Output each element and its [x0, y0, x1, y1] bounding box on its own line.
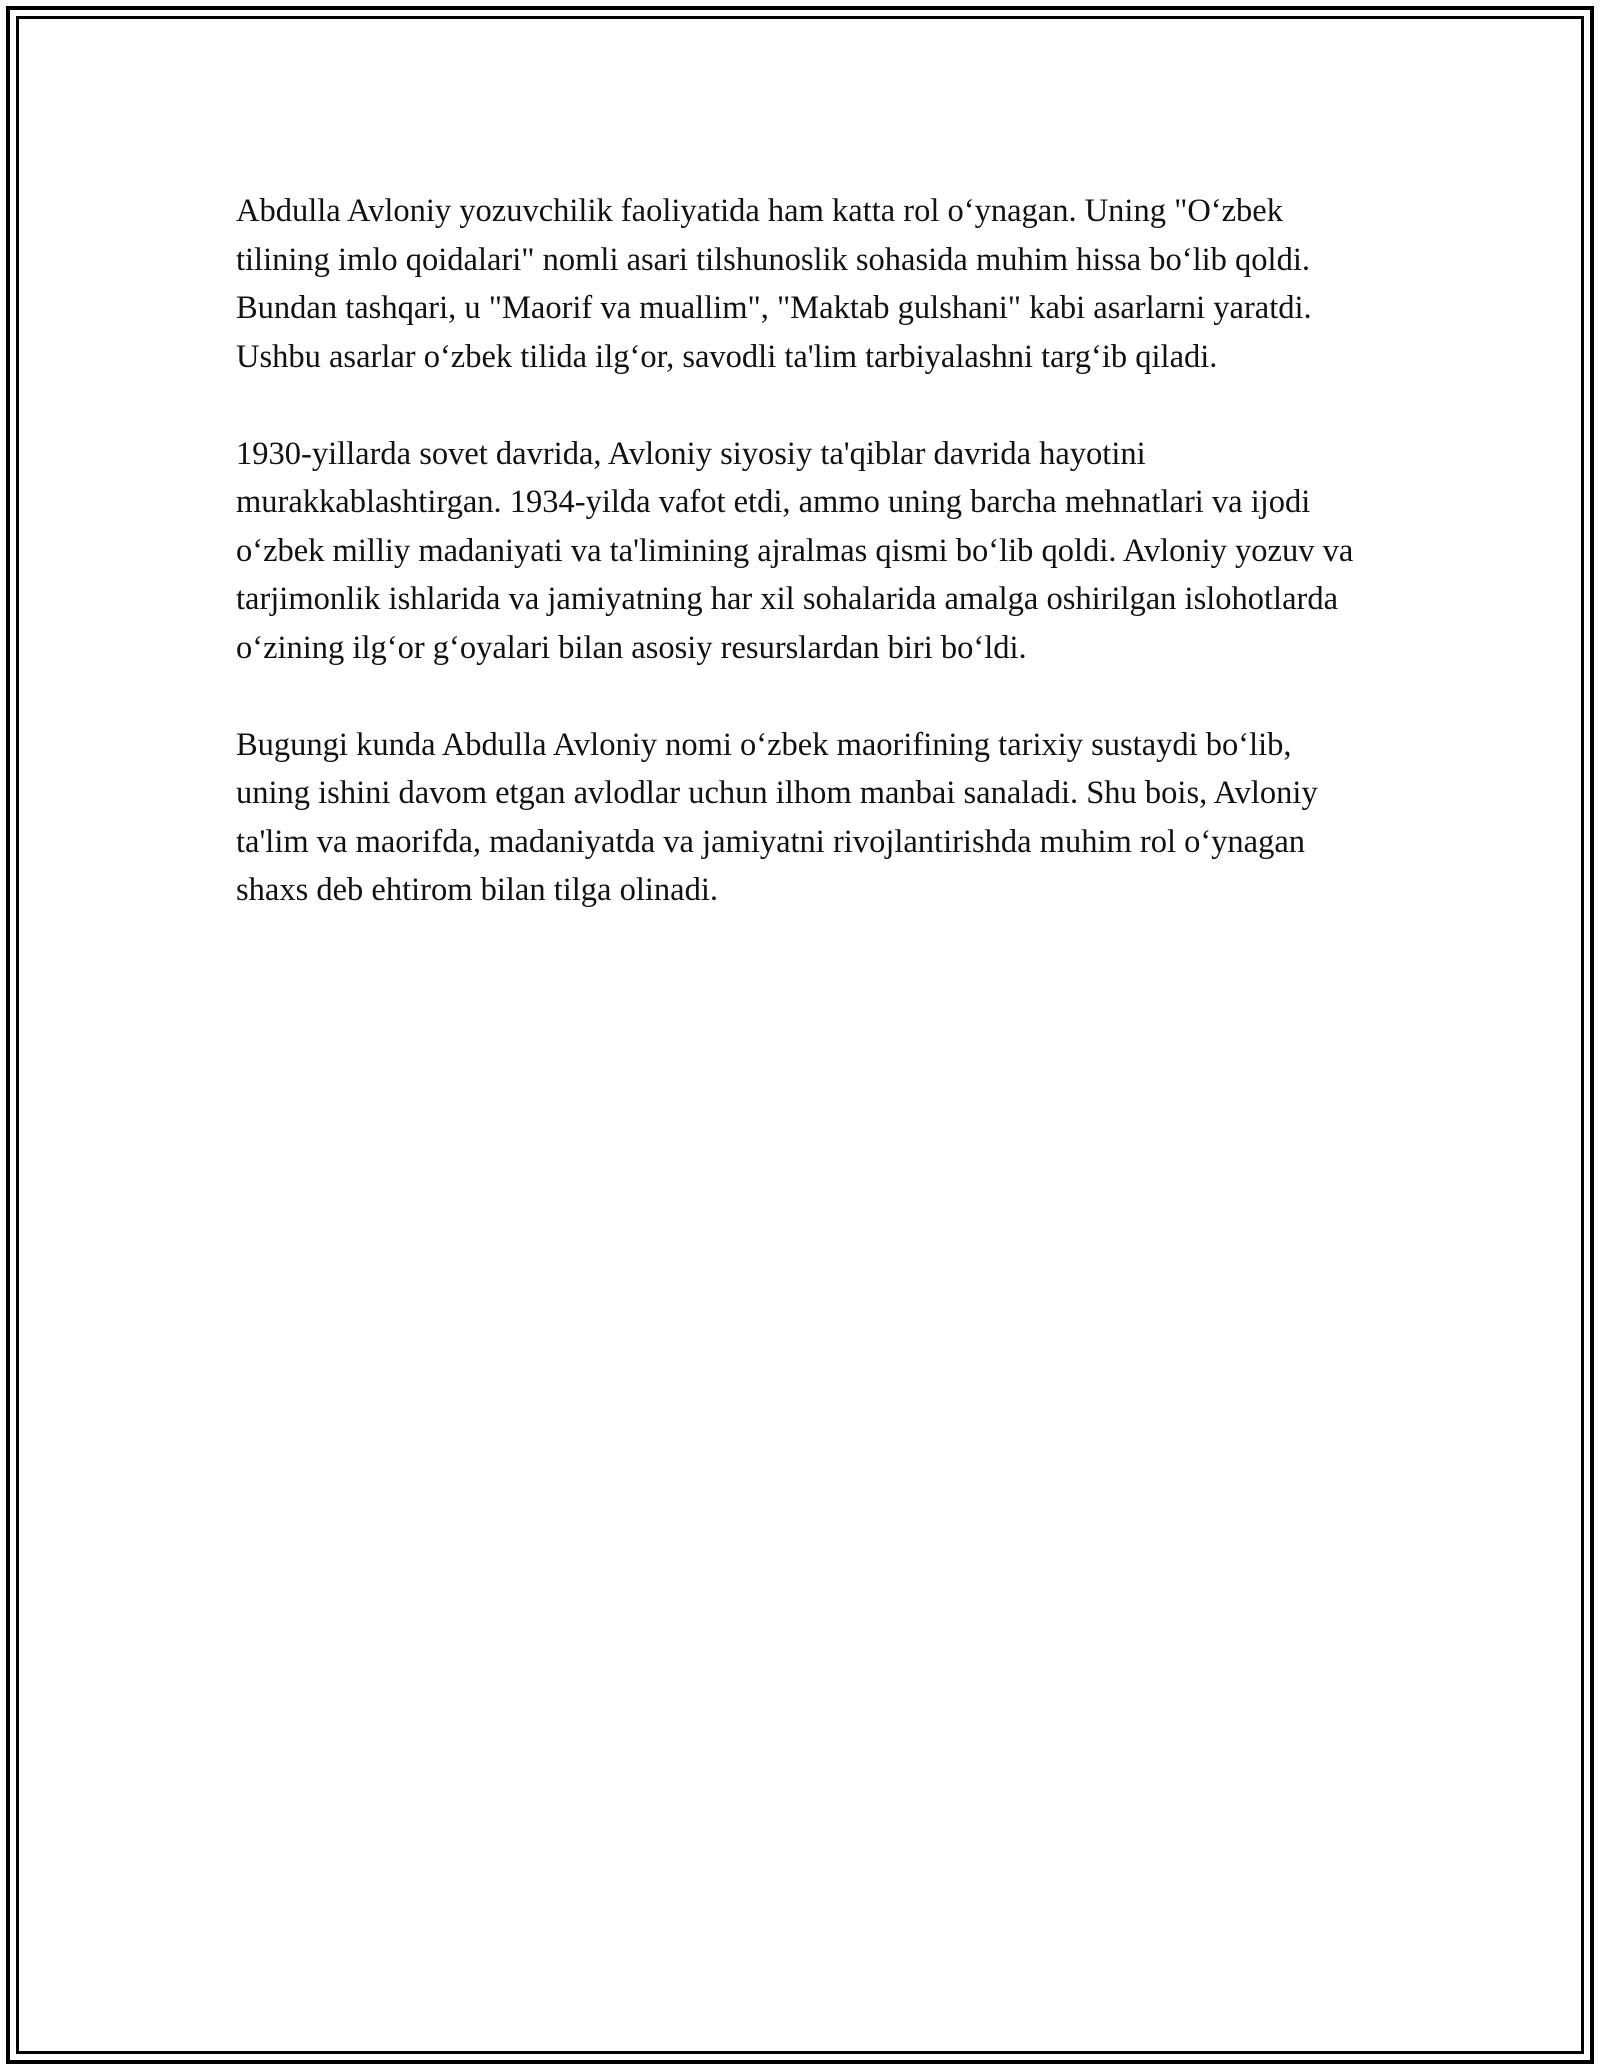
paragraph-writing-activity: Abdulla Avloniy yozuvchilik faoliyatida ham katta rol o‘ynagan. Uning "O‘zbek tilining imlo qoidalari" nomli asari tilshunoslik sohasida muhim hissa bo‘lib qoldi. Bundan tashqari, u "Maorif va muallim", "Maktab gulshani" kabi asarlarni yaratdi. Ushbu asarlar o‘zbek tilida ilg‘or, savodli ta'lim tarbiyalashni targ‘ib qiladi.: [236, 193, 1312, 375]
paragraph-soviet-period: 1930-yillarda sovet davrida, Avloniy siyosiy ta'qiblar davrida hayotini murakkablashtirgan. 1934-yilda vafot etdi, ammo uning barcha mehnatlari va ijodi o‘zbek milliy madaniyati va ta'limining ajralmas qismi bo‘lib qoldi. Avloniy yozuv va tarjimonlik ishlarida va jamiyatning har xil sohalarida amalga oshirilgan islohotlarda o‘zining ilg‘or g‘oyalari bilan asosiy resurslardan biri bo‘ldi.: [236, 435, 1354, 666]
paragraph-legacy: Bugungi kunda Abdulla Avloniy nomi o‘zbek maorifining tarixiy sustaydi bo‘lib, uning ishini davom etgan avlodlar uchun ilhom manbai sanaladi. Shu bois, Avloniy ta'lim va maorifda, madaniyatda va jamiyatni rivojlantirishda muhim rol o‘ynagan shaxs deb ehtirom bilan tilga olinadi.: [236, 726, 1318, 908]
document-body: [236, 187, 1366, 915]
